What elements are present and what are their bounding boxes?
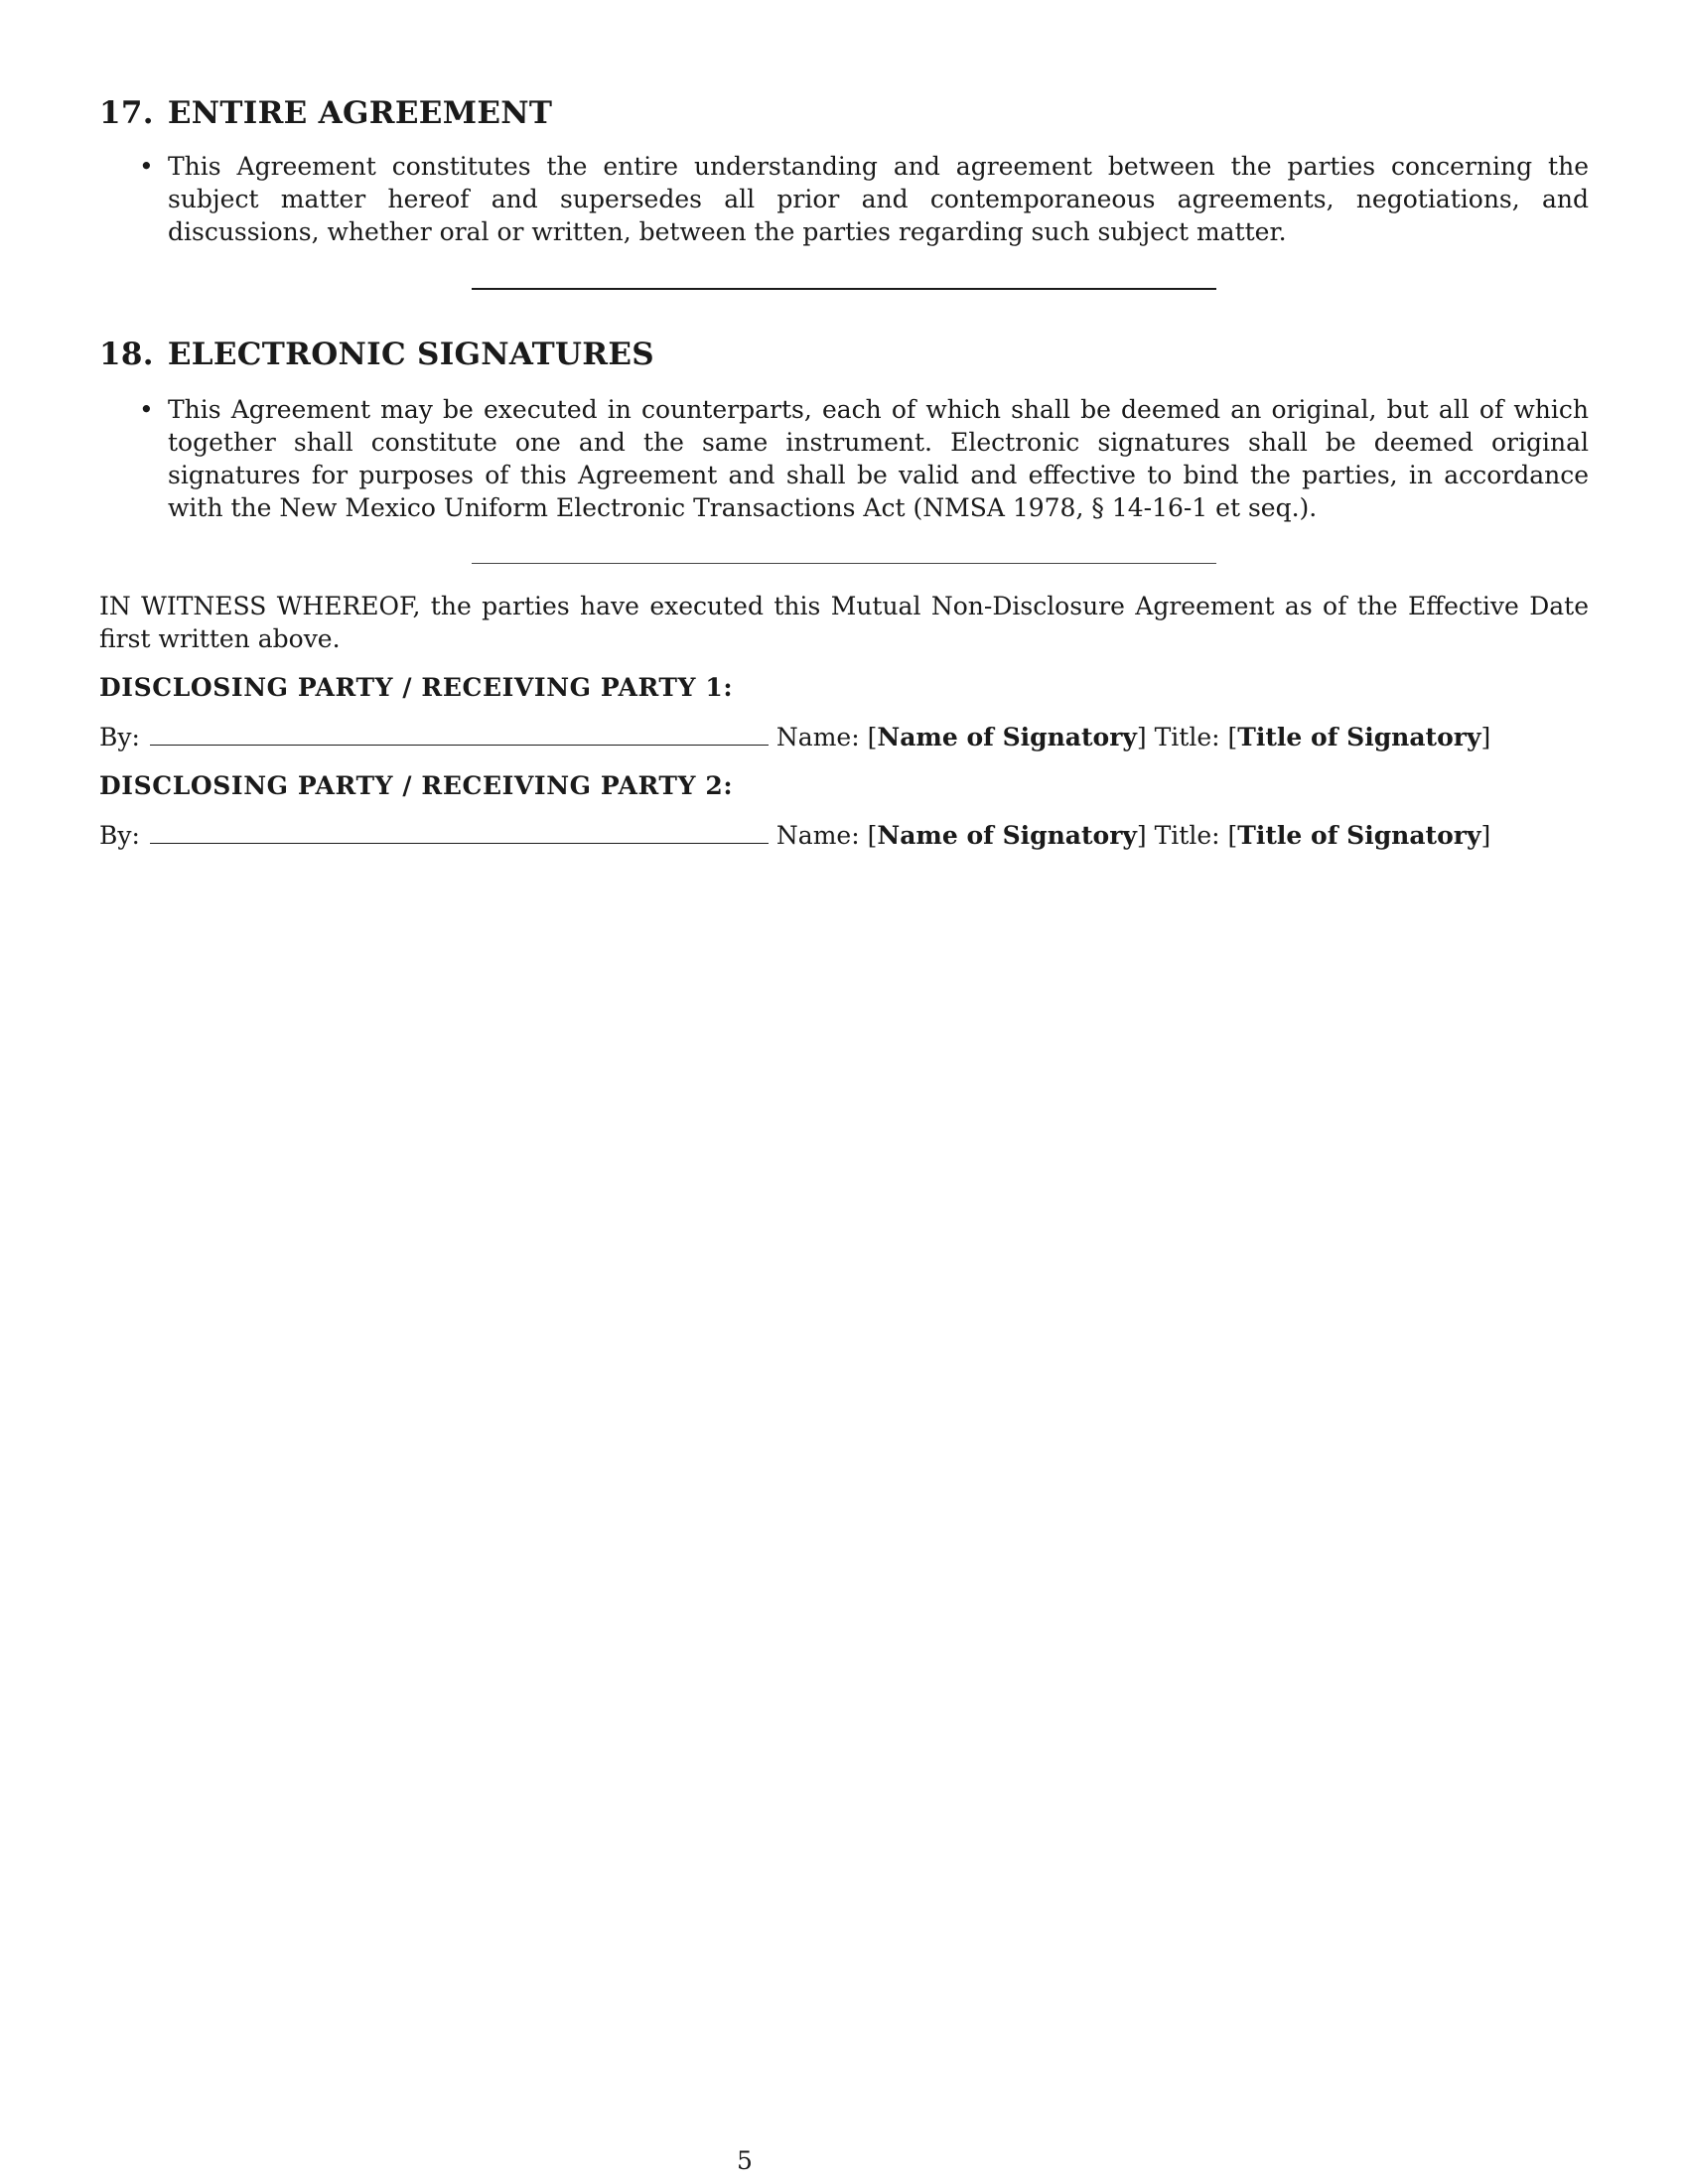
party-1-signature-line: By: Name: [Name of Signatory] Title: [Title of Signatory] xyxy=(99,723,1491,751)
signatory-title-placeholder: Title of Signatory xyxy=(1237,723,1481,751)
bullet-marker: • xyxy=(139,152,154,181)
by-label: By: xyxy=(99,821,140,850)
signatory-title-placeholder: Title of Signatory xyxy=(1237,821,1481,850)
bullet-marker: • xyxy=(139,395,154,424)
section-divider xyxy=(472,563,1216,564)
signature-field[interactable] xyxy=(150,725,769,746)
party-2-signature-line: By: Name: [Name of Signatory] Title: [Title of Signatory] xyxy=(99,821,1491,850)
witness-statement: IN WITNESS WHEREOF, the parties have executed this Mutual Non-Disclosure Agreement as of the Effective Date first written above. xyxy=(99,592,1589,653)
section-number: 17. xyxy=(99,95,154,131)
signatory-name-placeholder: Name of Signatory xyxy=(877,821,1137,850)
title-label: Title: xyxy=(1154,723,1220,751)
title-label: Title: xyxy=(1154,821,1220,850)
name-label: Name: xyxy=(775,723,860,751)
section-17-heading xyxy=(99,95,552,131)
section-title: ELECTRONIC SIGNATURES xyxy=(167,337,654,372)
bullet-text: This Agreement constitutes the entire understanding and agreement between the parties concerning the subject matter hereof and supersedes all prior and contemporaneous agreements, negotiations, and discussions, whether oral or written, between the parties regarding such subject matter. xyxy=(168,152,1589,246)
section-number: 18. xyxy=(99,337,154,372)
section-18-heading xyxy=(99,337,654,372)
party-1-heading: DISCLOSING PARTY / RECEIVING PARTY 1: xyxy=(99,673,734,702)
section-title: ENTIRE AGREEMENT xyxy=(167,95,553,131)
name-label: Name: xyxy=(775,821,860,850)
party-2-heading: DISCLOSING PARTY / RECEIVING PARTY 2: xyxy=(99,771,734,800)
page-number-text: 5 xyxy=(737,2146,753,2175)
bullet-text: This Agreement may be executed in counterparts, each of which shall be deemed an original, but all of which together shall constitute one and the same instrument. Electronic signatures shall be deemed original signatures for purposes of this Agreement and shall be valid and effective to bind the parties, in accordance with the New Mexico Uniform Electronic Transactions Act (NMSA 1978, § 14-16-1 et seq.). xyxy=(168,395,1589,522)
signature-field[interactable] xyxy=(150,823,769,844)
section-17-bullet xyxy=(99,150,1589,248)
document-page xyxy=(99,0,1589,2184)
signatory-name-placeholder: Name of Signatory xyxy=(877,723,1137,751)
by-label: By: xyxy=(99,723,140,751)
section-divider xyxy=(472,288,1216,290)
section-18-bullet xyxy=(99,393,1589,524)
